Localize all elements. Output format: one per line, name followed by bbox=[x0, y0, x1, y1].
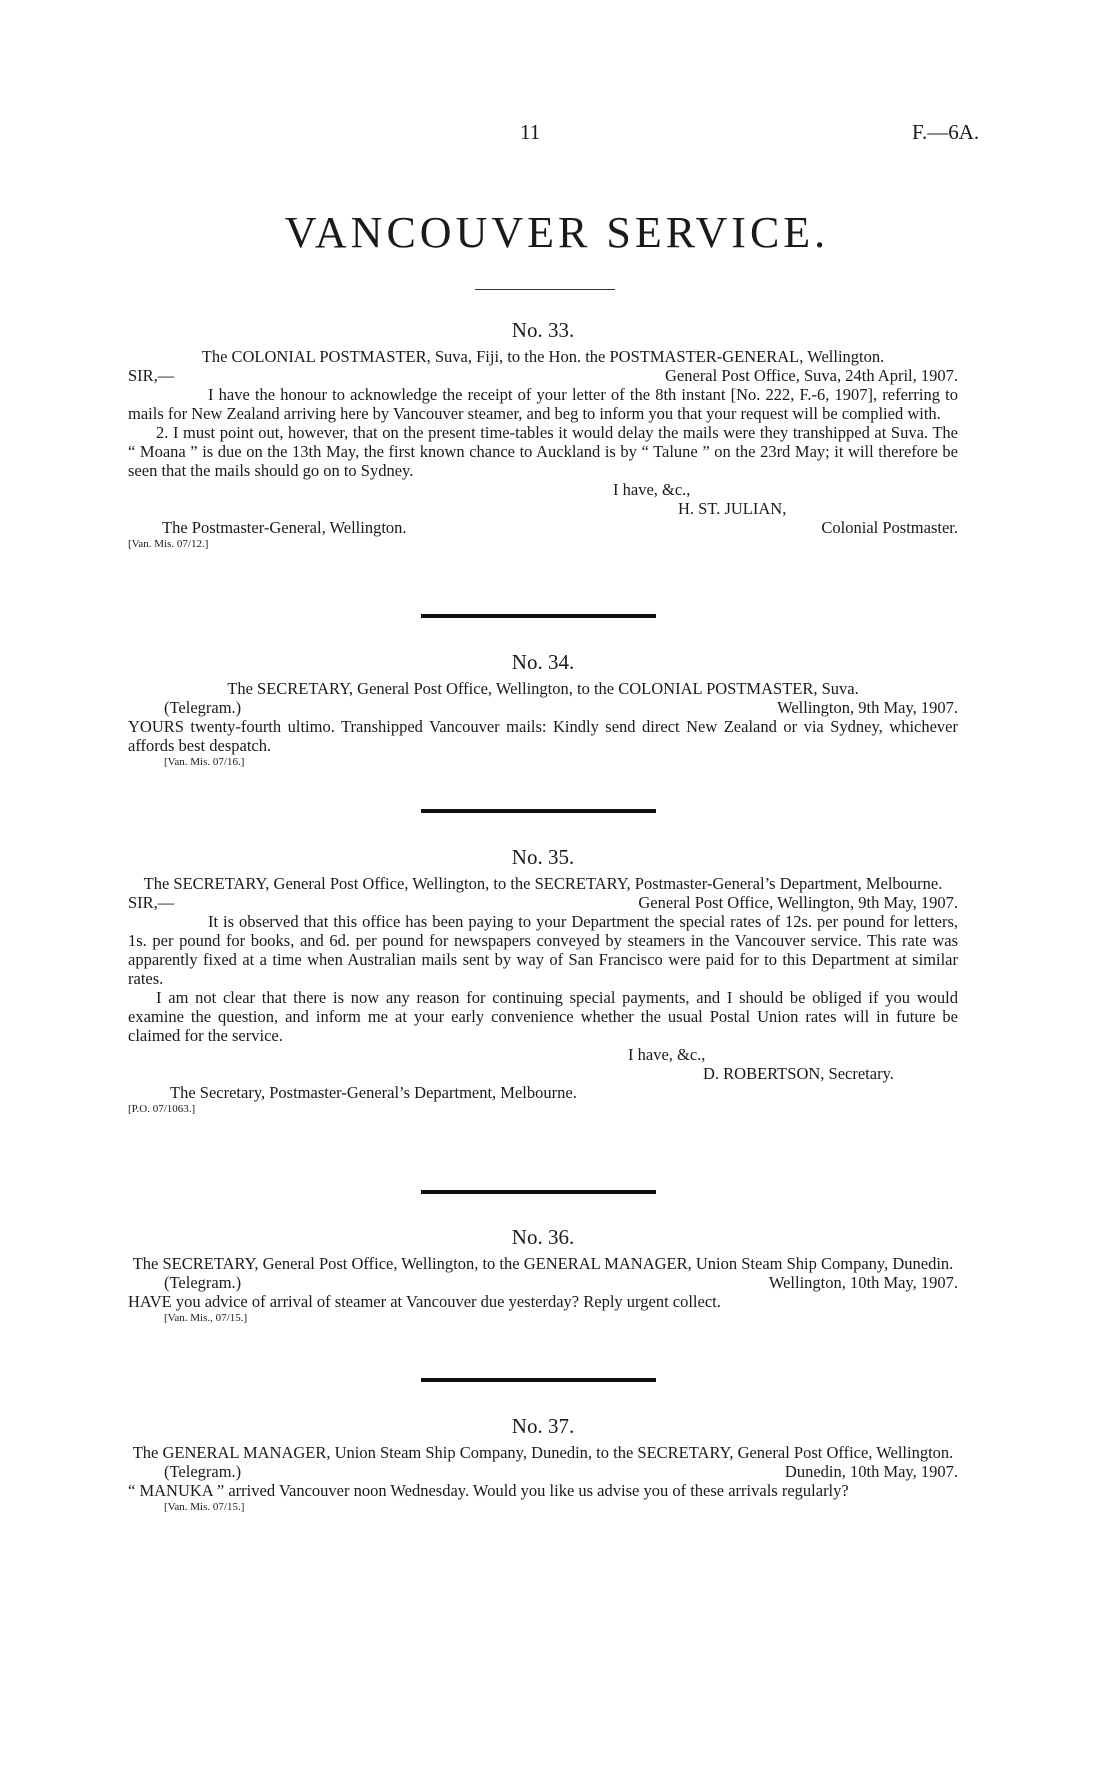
salutation-row bbox=[128, 893, 958, 912]
addressee: The Secretary, Postmaster-General’s Department, Melbourne. bbox=[170, 1083, 577, 1102]
document-reference: F.—6A. bbox=[912, 120, 980, 144]
doc-address: The GENERAL MANAGER, Union Steam Ship Company, Dunedin, to the SECRETARY, General Post Office, Wellington. bbox=[132, 1443, 954, 1462]
mode-row bbox=[128, 1462, 958, 1481]
section-separator bbox=[421, 809, 656, 813]
salutation-row bbox=[128, 366, 958, 385]
doc-address: The COLONIAL POSTMASTER, Suva, Fiji, to the Hon. the POSTMASTER-GENERAL, Wellington. bbox=[201, 347, 885, 366]
telegram-label: (Telegram.) bbox=[164, 698, 242, 717]
paragraph: I have the honour to acknowledge the receipt of your letter of the 8th instant [No. 222, F.-6, 1907], referring to mails for New Zealand arriving here by Vancouver steamer, and beg to inform you that your request will be complied with. bbox=[128, 385, 958, 423]
place-date: Wellington, 9th May, 1907. bbox=[777, 698, 958, 717]
closing: I have, &c., bbox=[628, 1045, 706, 1064]
page-number: 11 bbox=[520, 120, 541, 144]
letter-no-35 bbox=[128, 845, 958, 1117]
telegram-no-37 bbox=[128, 1414, 958, 1515]
doc-number: No. 37. bbox=[511, 1414, 575, 1438]
mode-row bbox=[128, 698, 958, 717]
paragraph: 2. I must point out, however, that on the present time-tables it would delay the mails were they transhipped at Suva. The “ Moana ” is due on the 13th May, the first known chance to Auckland is by “ Talune ” on the 23rd May; it will therefore be seen that the mails should go on to Sydney. bbox=[128, 423, 958, 480]
paragraph: HAVE you advice of arrival of steamer at Vancouver due yesterday? Reply urgent collect. bbox=[128, 1292, 721, 1311]
paragraph: I am not clear that there is now any reason for continuing special payments, and I should be obliged if you would examine the question, and inform me at your early convenience whether the usual Postal Union rates will in future be claimed for the service. bbox=[128, 988, 958, 1045]
section-separator bbox=[421, 1190, 656, 1194]
file-reference: [Van. Mis. 07/15.] bbox=[164, 1501, 245, 1513]
title-rule bbox=[475, 289, 615, 290]
signature-line: D. ROBERTSON, Secretary. bbox=[703, 1064, 894, 1083]
doc-number: No. 36. bbox=[511, 1225, 575, 1249]
salutation: SIR,— bbox=[128, 366, 175, 385]
file-reference: [Van. Mis. 07/16.] bbox=[164, 756, 245, 768]
mode-row bbox=[128, 1273, 958, 1292]
doc-number: No. 34. bbox=[511, 650, 575, 674]
telegram-label: (Telegram.) bbox=[164, 1273, 242, 1292]
doc-address: The SECRETARY, General Post Office, Wellington, to the COLONIAL POSTMASTER, Suva. bbox=[227, 679, 859, 698]
place-date: General Post Office, Wellington, 9th May, 1907. bbox=[638, 893, 958, 912]
paragraph: It is observed that this office has been paying to your Department the special rates of 12s. per pound for letters, 1s. per pound for books, and 6d. per pound for newspapers conveyed by steamers in the Vancouver service. This rate was apparently fixed at a time when Australian mails sent by way of San Francisco were paid for to this Department at similar rates. bbox=[128, 912, 958, 988]
doc-number: No. 35. bbox=[511, 845, 575, 869]
place-date: General Post Office, Suva, 24th April, 1907. bbox=[665, 366, 958, 385]
paragraph: “ MANUKA ” arrived Vancouver noon Wednesday. Would you like us advise you of these arrivals regularly? bbox=[128, 1481, 849, 1500]
page-title: VANCOUVER SERVICE. bbox=[284, 208, 830, 257]
doc-number: No. 33. bbox=[511, 318, 575, 342]
telegram-label: (Telegram.) bbox=[164, 1462, 242, 1481]
telegram-no-36 bbox=[128, 1225, 958, 1326]
salutation: SIR,— bbox=[128, 893, 175, 912]
file-reference: [P.O. 07/1063.] bbox=[128, 1103, 196, 1115]
doc-address: The SECRETARY, General Post Office, Wellington, to the GENERAL MANAGER, Union Steam Ship Company, Dunedin. bbox=[132, 1254, 954, 1273]
doc-address: The SECRETARY, General Post Office, Wellington, to the SECRETARY, Postmaster-General’s Department, Melbourne. bbox=[143, 874, 943, 893]
section-separator bbox=[421, 614, 656, 618]
signature-title: Colonial Postmaster. bbox=[821, 518, 958, 537]
section-separator bbox=[421, 1378, 656, 1382]
signature-name: H. ST. JULIAN, bbox=[678, 499, 787, 518]
closing: I have, &c., bbox=[613, 480, 691, 499]
place-date: Wellington, 10th May, 1907. bbox=[768, 1273, 958, 1292]
place-date: Dunedin, 10th May, 1907. bbox=[784, 1462, 958, 1481]
letter-no-33 bbox=[128, 318, 958, 552]
file-reference: [Van. Mis. 07/12.] bbox=[128, 538, 209, 550]
telegram-no-34 bbox=[128, 650, 958, 770]
file-reference: [Van. Mis., 07/15.] bbox=[164, 1312, 248, 1324]
addressee: The Postmaster-General, Wellington. bbox=[162, 518, 407, 537]
addressee-row bbox=[128, 518, 958, 537]
paragraph: YOURS twenty-fourth ultimo. Transhipped Vancouver mails: Kindly send direct New Zealand or via Sydney, whichever affords best despatch. bbox=[128, 717, 958, 755]
